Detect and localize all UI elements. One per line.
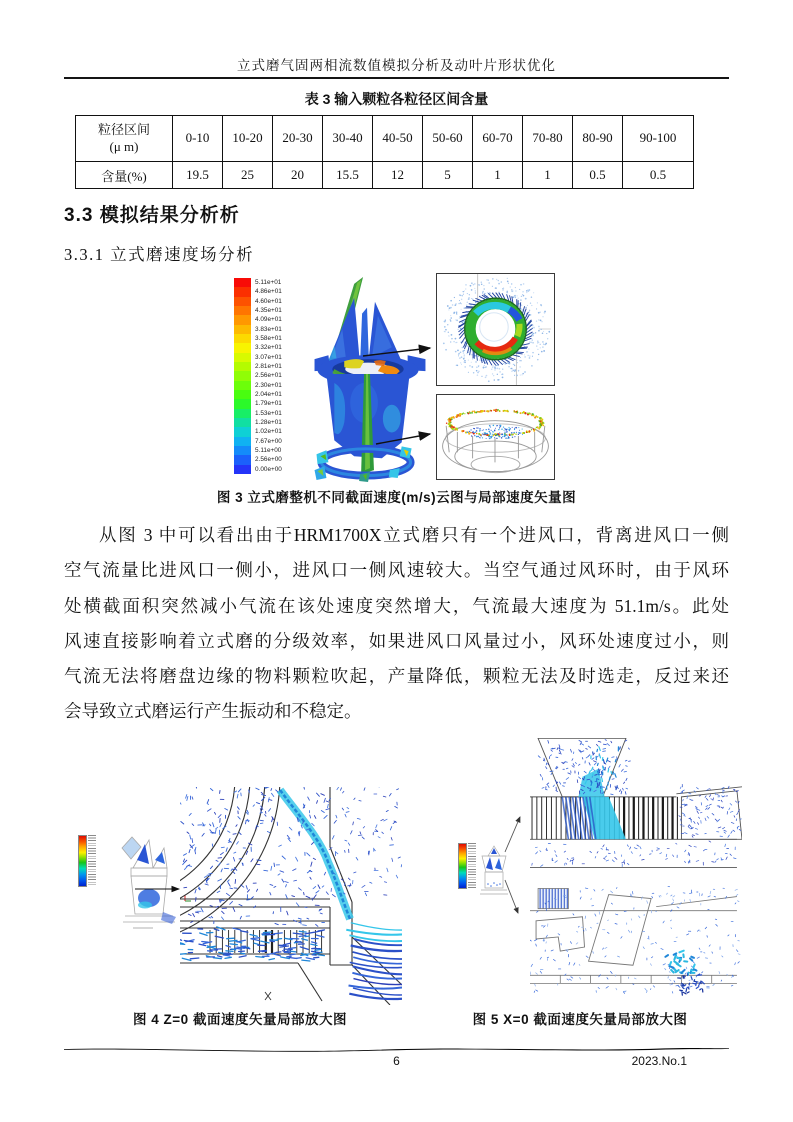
legend-row: 5.11e+01 (234, 278, 282, 287)
body-paragraph (64, 518, 729, 730)
legend-row: 2.56e+00 (234, 455, 282, 464)
figure5-caption: 图 5 X=0 截面速度矢量局部放大图 (472, 1012, 688, 1027)
header-rule (64, 77, 729, 79)
table-col-header: 70-80 (523, 116, 573, 162)
table-col-header: 50-60 (423, 116, 473, 162)
paragraph-line: 风速直接影响着立式磨的分级效率，如果进风口风量过小，风环处速度过小，则 (64, 630, 729, 651)
table-cell: 0.5 (573, 162, 623, 189)
legend-row: 1.53e+01 (234, 409, 282, 418)
paragraph-line: 从图 3 中可以看出由于HRM1700X立式磨只有一个进风口，背离进风口一侧 (99, 525, 729, 545)
legend-row: 5.11e+00 (234, 446, 282, 455)
table-col-header: 0-10 (173, 116, 223, 162)
table-col-header: 10-20 (223, 116, 273, 162)
table-col-header: 80-90 (573, 116, 623, 162)
legend-row: 1.28e+01 (234, 418, 282, 427)
legend-row: 3.32e+01 (234, 343, 282, 352)
legend-row: 4.35e+01 (234, 306, 282, 315)
table-cell: 25 (223, 162, 273, 189)
legend-row: 3.58e+01 (234, 334, 282, 343)
legend-row: 1.02e+01 (234, 427, 282, 436)
table-col-header: 60-70 (473, 116, 523, 162)
table-cell: 1 (473, 162, 523, 189)
legend-row: 4.09e+01 (234, 315, 282, 324)
table-header-content: 含量(%) (76, 162, 173, 189)
footer-issue-label: 2023.No.1 (631, 1054, 687, 1068)
table-cell: 12 (373, 162, 423, 189)
table3-caption: 表 3 输入颗粒各粒径区间含量 (304, 91, 489, 107)
figure4-mini-colorbar (78, 835, 96, 887)
table-col-header: 90-100 (623, 116, 694, 162)
legend-row: 2.81e+01 (234, 362, 282, 371)
figure3-caption: 图 3 立式磨整机不同截面速度(m/s)云图与局部速度矢量图 (216, 490, 577, 505)
figure3-vector-inset-bottom (436, 394, 555, 480)
paragraph-line: 气流无法将磨盘边缘的物料颗粒吹起，产量降低，颗粒无法及时选走，反过来还 (64, 666, 729, 687)
mill-velocity-contour-graphic (304, 274, 436, 482)
legend-row: 7.67e+00 (234, 437, 282, 446)
section-heading-3-3-1: 3.3.1 立式磨速度场分析 (64, 245, 255, 264)
legend-row: 2.56e+01 (234, 371, 282, 380)
section-heading-3-3: 3.3 模拟结果分析析 (64, 205, 240, 226)
paragraph-line: 会导致立式磨运行产生振动和不稳定。 (64, 701, 362, 722)
footer-rule (64, 1046, 729, 1052)
legend-row: 2.30e+01 (234, 381, 282, 390)
table-col-header: 20-30 (273, 116, 323, 162)
figure5-vector-panel-top (530, 738, 742, 880)
table-cell: 20 (273, 162, 323, 189)
table-row (76, 162, 694, 189)
figure3-vector-inset-top (436, 273, 555, 386)
legend-row: 3.07e+01 (234, 353, 282, 362)
figure3-colorbar-legend (234, 278, 282, 474)
table-col-header: 40-50 (373, 116, 423, 162)
table-col-header: 30-40 (323, 116, 373, 162)
legend-row: 0.00e+00 (234, 465, 282, 474)
header-title: 立式磨气固两相流数值模拟分析及动叶片形状优化 (237, 58, 556, 73)
figure4 (75, 743, 405, 1005)
table-header-size-range: 粒径区间 (μ m) (76, 116, 173, 162)
table-cell: 0.5 (623, 162, 694, 189)
footer-page-number: 6 (393, 1054, 400, 1068)
figure5 (450, 738, 742, 1005)
figure3 (230, 272, 562, 485)
table-cell: 5 (423, 162, 473, 189)
table-cell: 15.5 (323, 162, 373, 189)
paragraph-line: 处横截面积突然减小气流在该处速度突然增大，气流最大速度为 51.1m/s。此处 (64, 595, 729, 616)
legend-row: 4.86e+01 (234, 287, 282, 296)
figure4-vector-field-panel (180, 787, 402, 1005)
paragraph-line: 空气流量比进风口一侧小，进风口一侧风速较大。当空气通过风环时，由于风环 (64, 560, 729, 581)
figure4-caption: 图 4 Z=0 截面速度矢量局部放大图 (133, 1012, 347, 1027)
table-row (76, 116, 694, 162)
legend-row: 1.79e+01 (234, 399, 282, 408)
figure5-mini-colorbar (458, 843, 476, 889)
table-cell: 1 (523, 162, 573, 189)
particle-size-table (75, 115, 694, 189)
figure5-vector-panel-bottom (530, 886, 742, 1000)
table-cell: 19.5 (173, 162, 223, 189)
legend-row: 4.60e+01 (234, 297, 282, 306)
legend-row: 2.04e+01 (234, 390, 282, 399)
legend-row: 3.83e+01 (234, 325, 282, 334)
